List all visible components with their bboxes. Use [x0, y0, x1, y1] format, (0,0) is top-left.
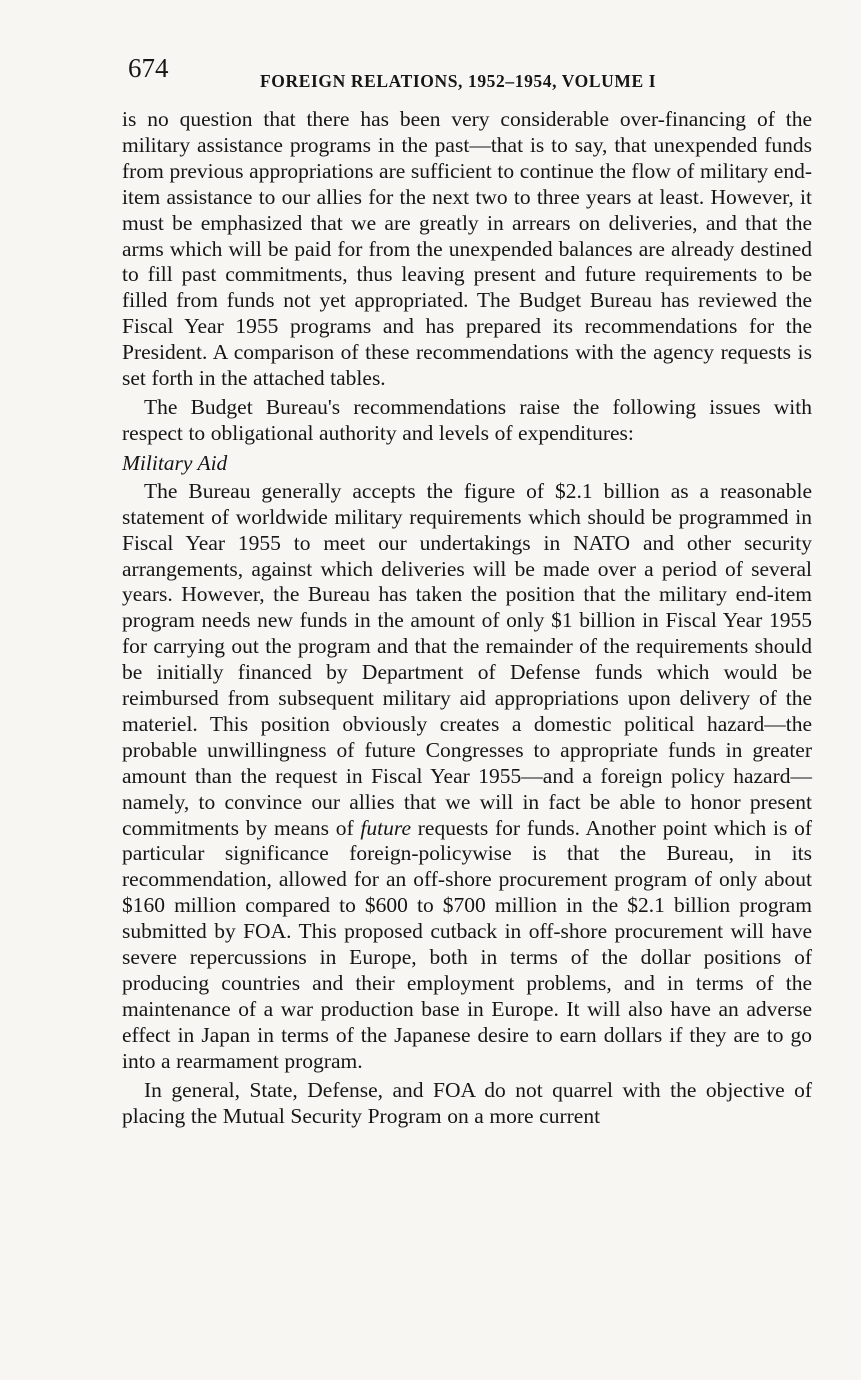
- emphasis-future: future: [360, 815, 411, 840]
- running-head: FOREIGN RELATIONS, 1952–1954, VOLUME I: [260, 71, 657, 91]
- section-heading-military-aid: Military Aid: [122, 450, 228, 475]
- paragraph-military-aid-part2: requests for funds. Another point which is of particular significance foreign-policywise is that the Bureau, in its recommendation, allowed for an off-shore procurement program of only about $160 million compared to $600 to $700 million in the $2.1 billion program submitted by FOA. This proposed cutback in off-shore procurement will have severe repercussions in Europe, both in terms of the dollar positions of producing countries and their employment problems, and in terms of the maintenance of a war production base in Europe. It will also have an adverse effect in Japan in terms of the Japanese desire to earn dollars if they are to go into a rearmament program.: [122, 815, 812, 1073]
- paragraph-budget-bureau-issues: The Budget Bureau's recommendations raise the following issues with respect to obligational authority and levels of expenditures:: [122, 394, 812, 445]
- paragraph-continued: is no question that there has been very considerable over-financing of the military assistance programs in the past—that is to say, that unexpended funds from previous appropriations are sufficient to continue the flow of military end-item assistance to our allies for the next two to three years at least. However, it must be emphasized that we are greatly in arrears on deliveries, and that the arms which will be paid for from the unexpended balances are already destined to fill past commitments, thus leaving present and future requirements to be filled from funds not yet appropriated. The Budget Bureau has reviewed the Fiscal Year 1955 programs and has prepared its recommendations for the President. A comparison of these recommendations with the agency requests is set forth in the attached tables.: [122, 107, 812, 391]
- body-text: [122, 107, 812, 1132]
- paragraph-military-aid-part1: The Bureau generally accepts the figure of $2.1 billion as a reasonable statement of worldwide military requirements which should be programmed in Fiscal Year 1955 to meet our undertakings in NATO and other security arrangements, against which deliveries will be made over a period of several years. However, the Bureau has taken the position that the military end-item program needs new funds in the amount of only $1 billion in Fiscal Year 1955 for carrying out the program and that the remainder of the requirements should be initially financed by Department of Defense funds which would be reimbursed from subsequent military aid appropriations upon delivery of the materiel. This position obviously creates a domestic political hazard—the probable unwillingness of future Congresses to appropriate funds in greater amount than the request in Fiscal Year 1955—and a foreign policy hazard—namely, to convince our allies that we will in fact be able to honor present commitments by means of: [122, 478, 812, 840]
- paragraph-mutual-security: In general, State, Defense, and FOA do not quarrel with the objective of placing the Mutual Security Program on a more current: [122, 1077, 812, 1128]
- page-number: 674: [128, 53, 169, 83]
- paragraph-military-aid: [122, 479, 812, 1075]
- page-header: [128, 52, 818, 92]
